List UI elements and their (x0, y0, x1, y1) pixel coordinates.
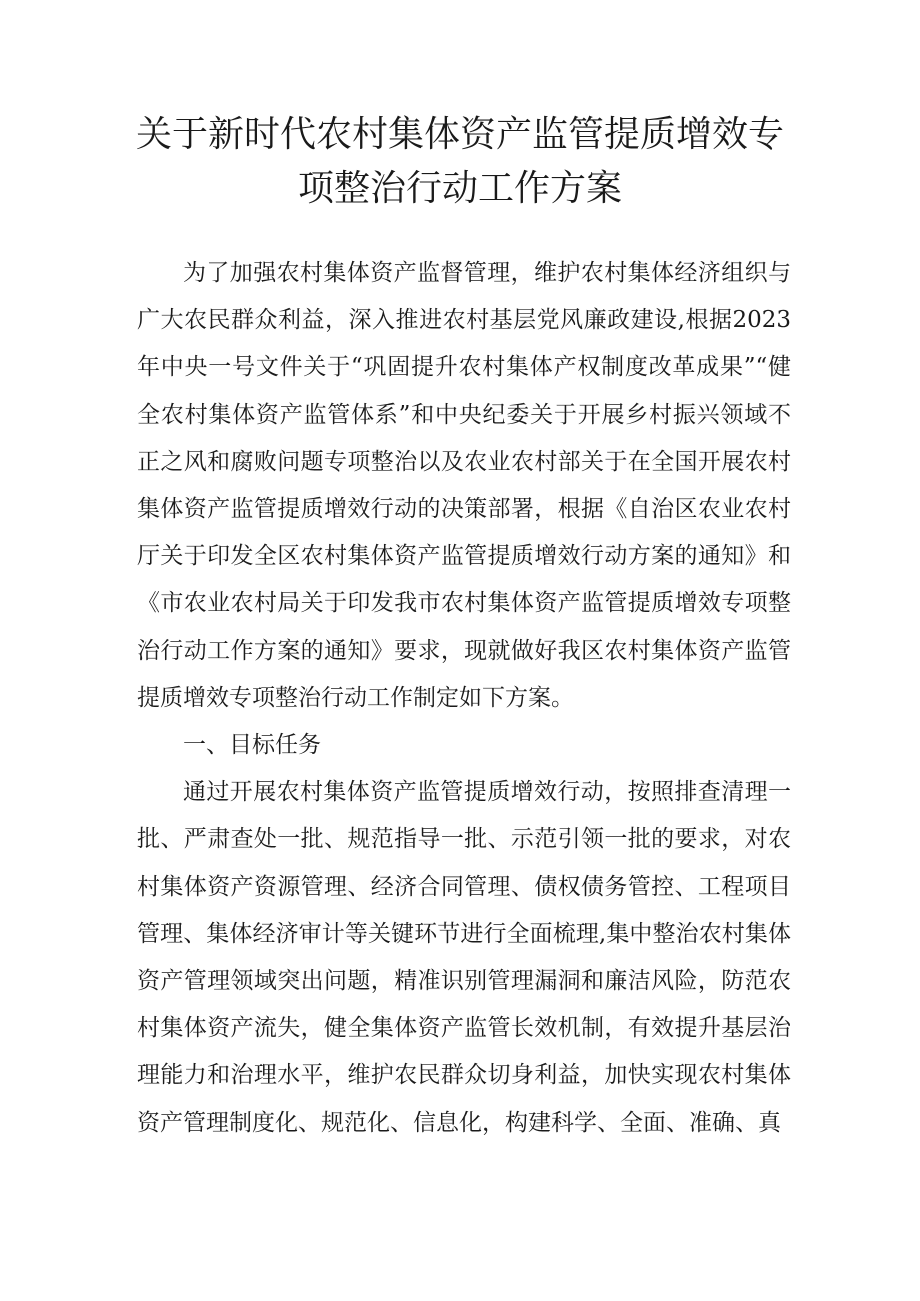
goals-paragraph: 通过开展农村集体资产监管提质增效行动，按照排查清理一批、严肃查处一批、规范指导一批、示范引领一批的要求，对农村集体资产资源管理、经济合同管理、债权债务管控、工程项目管理、集体经济审计等关键环节进行全面梳理,集中整治农村集体资产管理领域突出问题，精准识别管理漏洞和廉洁风险，防范农村集体资产流失，健全集体资产监管长效机制，有效提升基层治理能力和治理水平，维护农民群众切身利益，加快实现农村集体资产管理制度化、规范化、信息化，构建科学、全面、准确、真 (137, 779, 791, 1136)
title-line-1: 关于新时代农村集体资产监管提质增效专 (135, 114, 784, 155)
document-body (137, 250, 791, 1147)
document-title (130, 108, 790, 216)
intro-paragraph: 为了加强农村集体资产监督管理，维护农村集体经济组织与广大农民群众利益，深入推进农村基层党风廉政建设,根据2023年中央一号文件关于“巩固提升农村集体产权制度改革成果”“健全农村集体资产监管体系”和中央纪委关于开展乡村振兴领域不正之风和腐败问题专项整治以及农业农村部关于在全国开展农村集体资产监管提质增效行动的决策部署，根据《自治区农业农村厅关于印发全区农村集体资产监管提质增效行动方案的通知》和《市农业农村局关于印发我市农村集体资产监管提质增效专项整治行动工作方案的通知》要求，现就做好我区农村集体资产监管提质增效专项整治行动工作制定如下方案。 (137, 260, 791, 711)
title-line-2: 项整治行动工作方案 (297, 168, 622, 209)
section-heading-goals: 一、目标任务 (183, 732, 321, 759)
